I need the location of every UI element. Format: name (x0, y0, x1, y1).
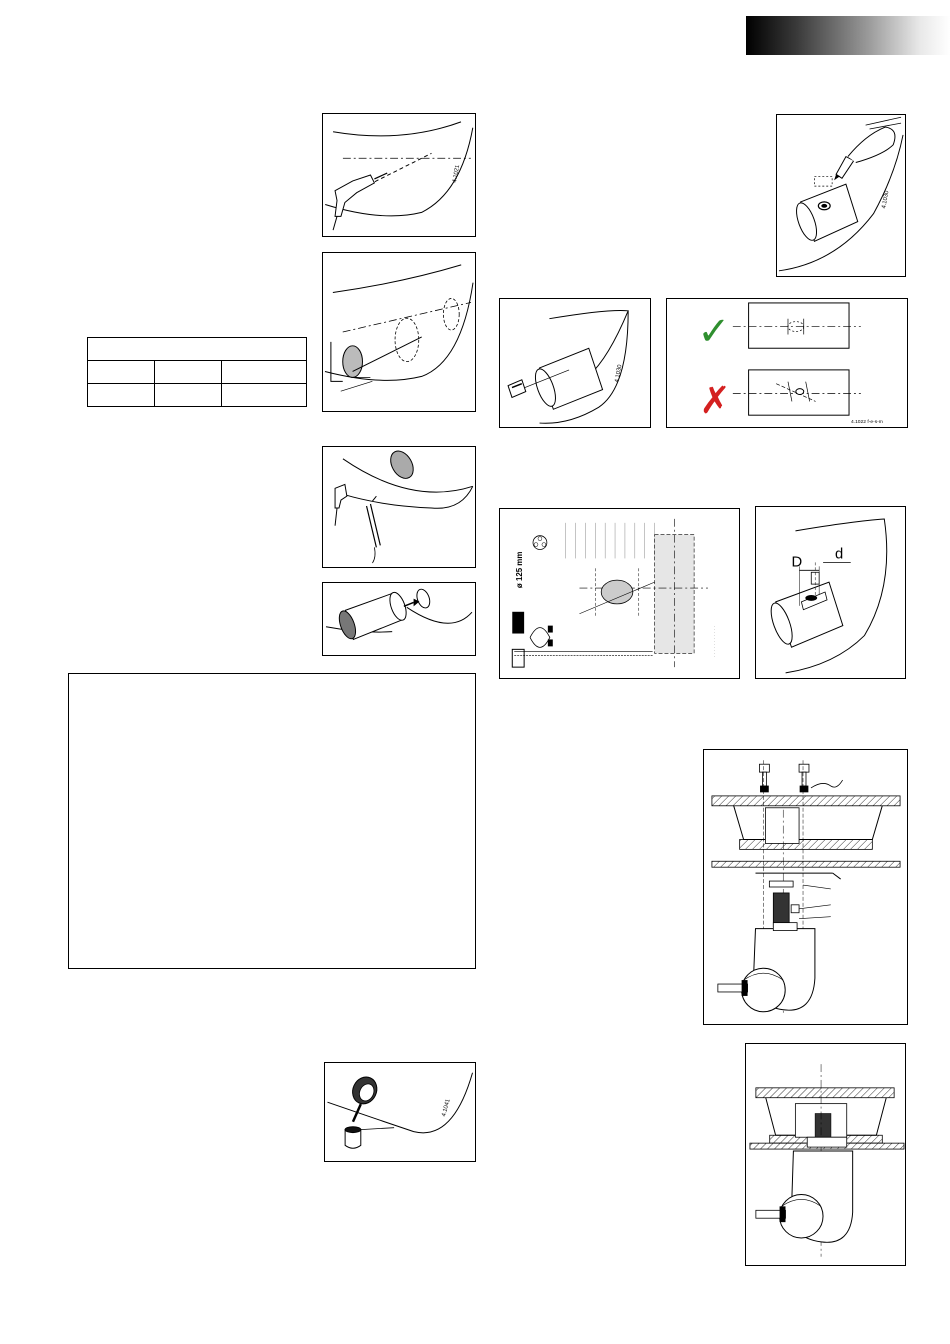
svg-text:4.1022 f-e-s-m: 4.1022 f-e-s-m (851, 420, 883, 426)
svg-text:· · · · · · · · · · ·: · · · · · · · · · · · (712, 625, 718, 658)
svg-text:4.1041: 4.1041 (441, 1098, 452, 1118)
dimension-D-label: D (791, 554, 803, 571)
header-gradient-bar (746, 16, 950, 55)
figure-installed-assembly (745, 1043, 906, 1266)
figure-exploded-assembly (703, 749, 908, 1025)
svg-text:4.1030: 4.1030 (881, 190, 891, 210)
figure-seal-hole-edge (322, 446, 476, 568)
spec-table (87, 337, 307, 407)
table-cell (222, 384, 307, 407)
figure-drilling-template (499, 508, 740, 679)
table-cell (222, 361, 307, 384)
svg-text:4.1021: 4.1021 (452, 164, 462, 184)
note-box (68, 673, 476, 969)
svg-text:4.1030: 4.1030 (614, 364, 624, 384)
cross-mark-icon: ✗ (699, 378, 731, 423)
figure-template-placement (499, 298, 651, 428)
figure-hole-cut-outline (322, 252, 476, 412)
table-cell (88, 361, 155, 384)
table-header-cell (88, 338, 307, 361)
check-mark-icon: ✓ (697, 308, 731, 355)
figure-drill-pilot-hole (322, 113, 476, 237)
figure-alignment-check (666, 298, 908, 428)
dimension-d-label: d (834, 546, 844, 563)
template-diameter-label: ø 125 mm (515, 551, 525, 589)
figure-apply-resin (324, 1062, 476, 1162)
figure-marking-tunnel (776, 114, 906, 277)
figure-dimension-d (755, 506, 906, 679)
table-row (88, 338, 307, 361)
table-cell (155, 384, 222, 407)
table-cell (88, 384, 155, 407)
table-row (88, 384, 307, 407)
figure-insert-tunnel (322, 582, 476, 656)
table-cell (155, 361, 222, 384)
table-row (88, 361, 307, 384)
